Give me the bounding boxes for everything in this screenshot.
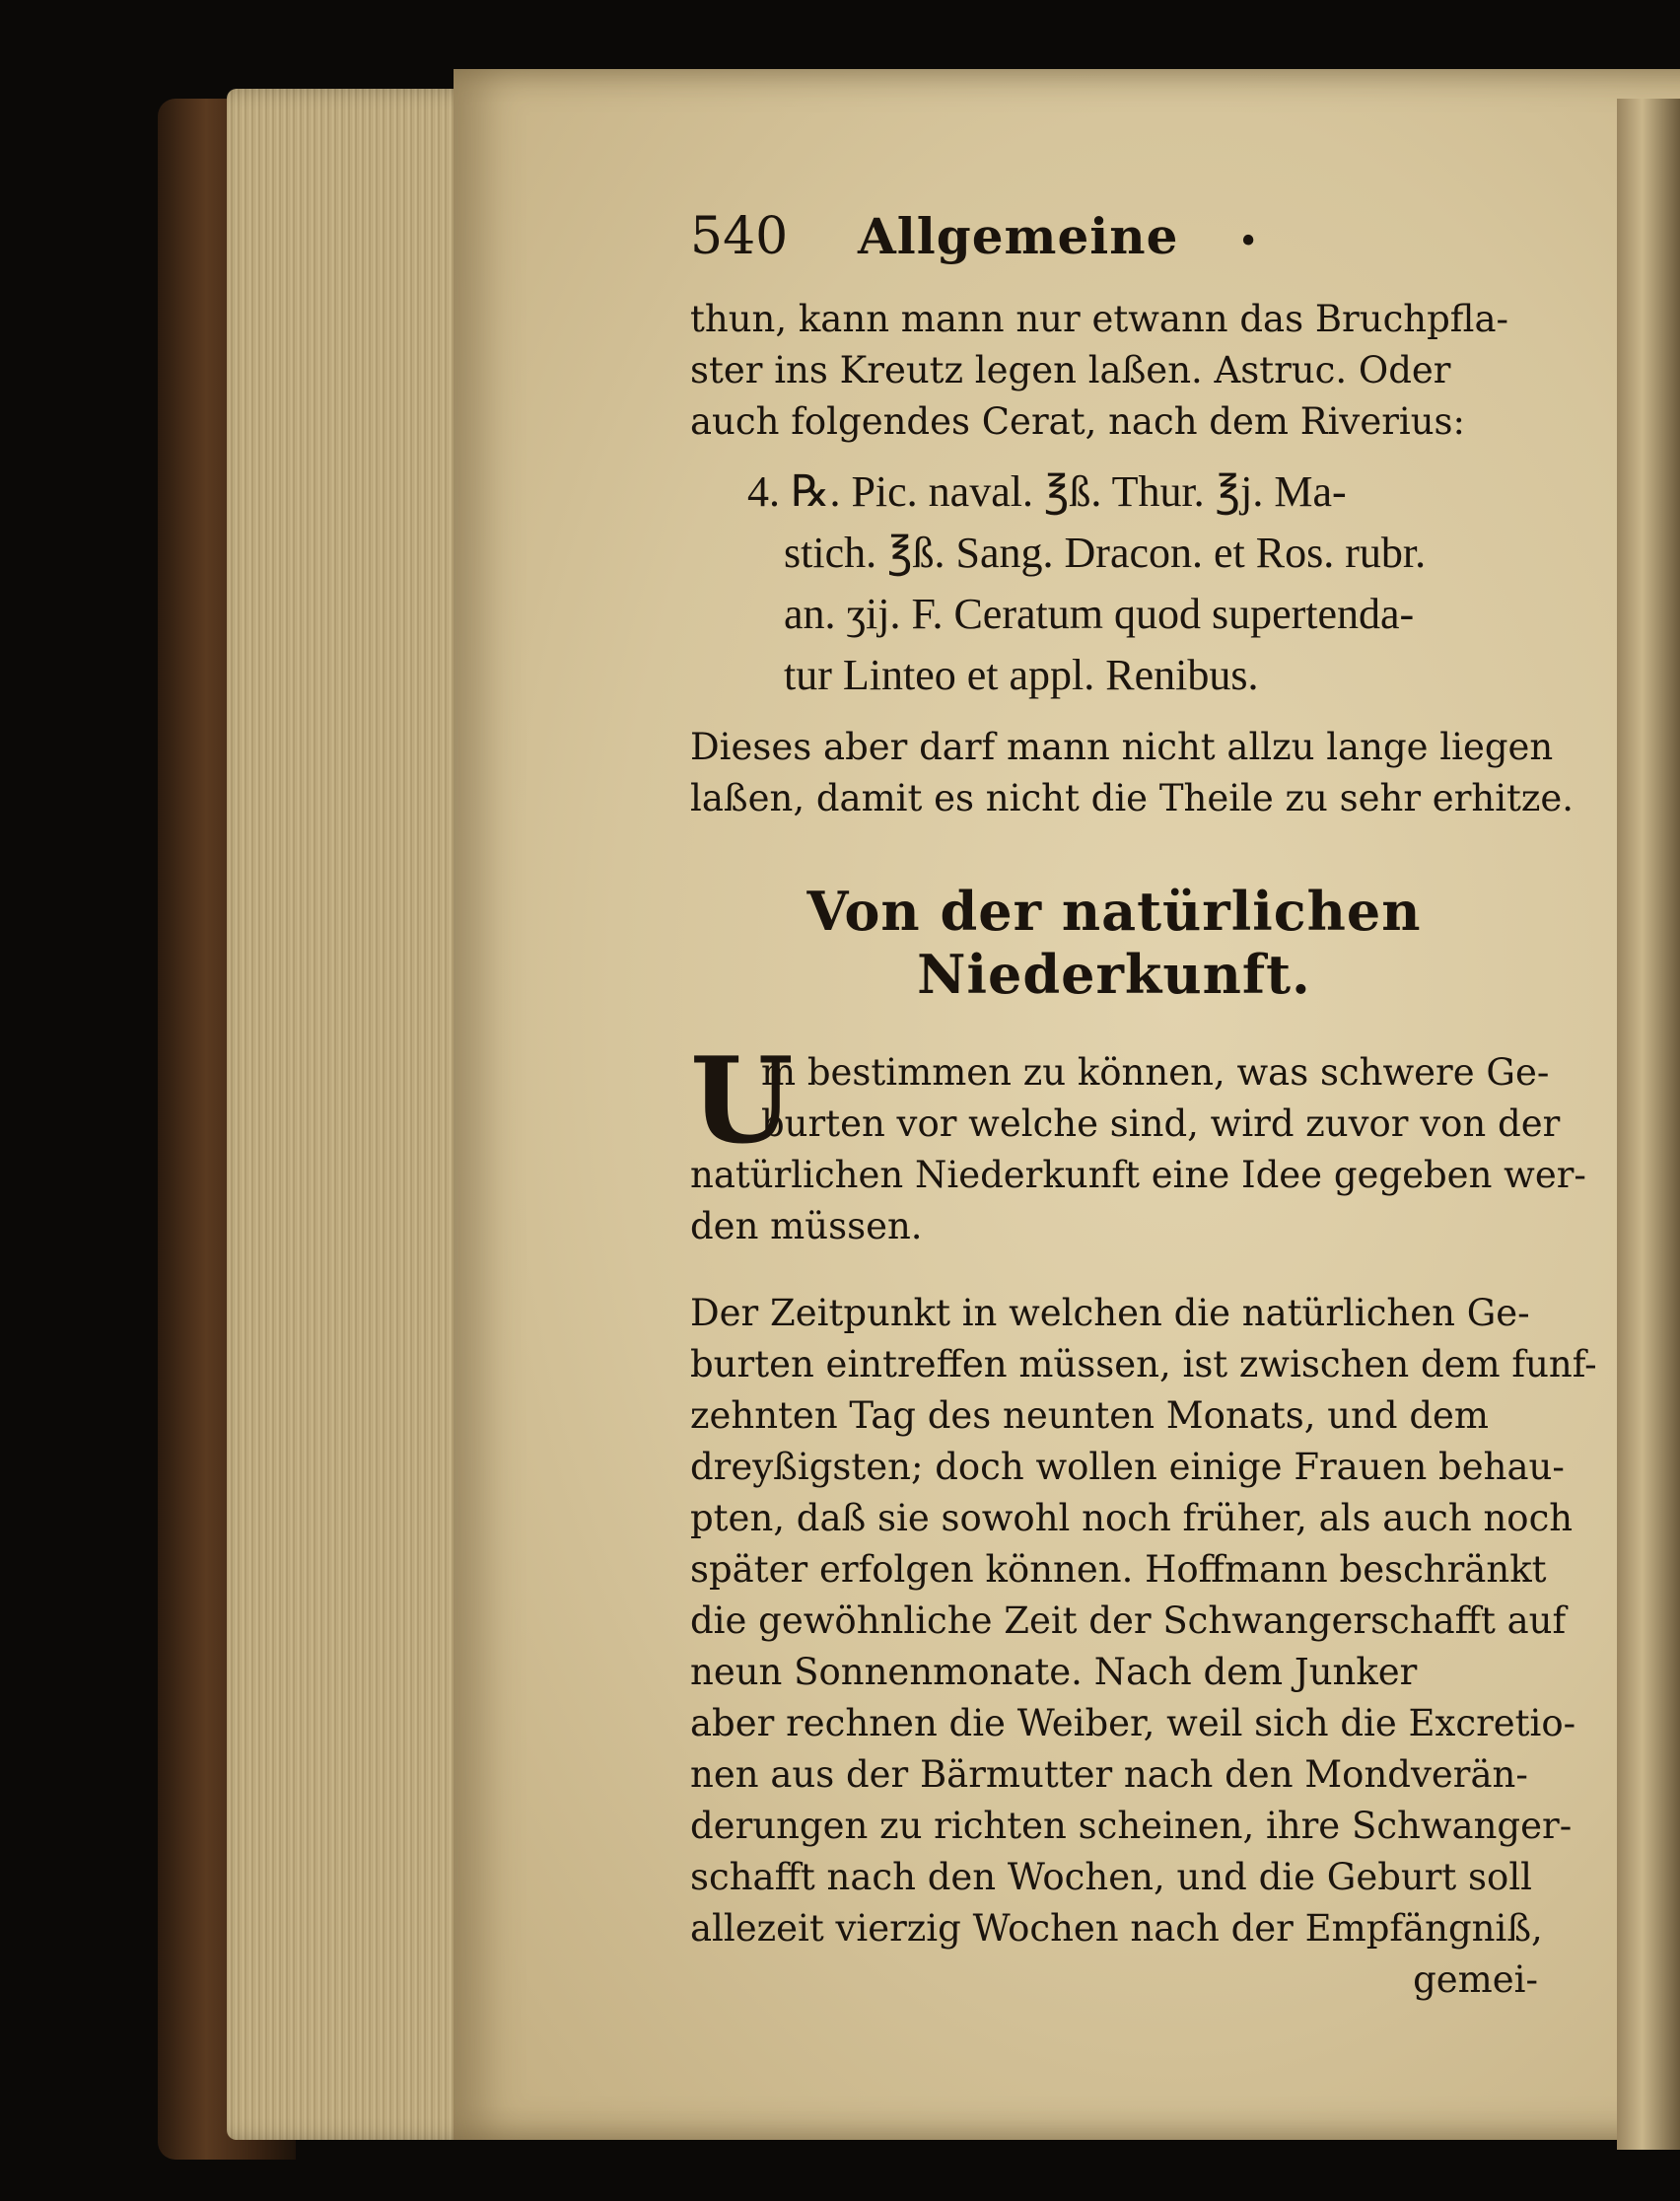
drop-cap: U [690,1031,794,1171]
text-line: zehnten Tag des neunten Monats, und dem [690,1394,1489,1437]
text-line: burten eintreffen müssen, ist zwischen dem funf- [690,1343,1597,1385]
text-line: ster ins Kreutz legen laßen. Astruc. Oder [690,349,1451,391]
text-line: m bestimmen zu können, was schwere Ge- [761,1051,1550,1094]
text-line: nen aus der Bärmutter nach den Mondverän- [690,1753,1528,1796]
text-line: pten, daß sie sowohl noch früher, als auch noch [690,1497,1574,1539]
section-heading: Von der natürlichen Niederkunft. [806,880,1422,1006]
facing-page-edge [1617,99,1680,2150]
text-line: natürlichen Niederkunft eine Idee gegeben wer- [690,1154,1586,1196]
ornament-icon: • [1237,222,1259,262]
text-line: dreyßigsten; doch wollen einige Frauen behau- [690,1446,1565,1488]
catchword-line [690,1954,1538,2006]
paragraph-2 [690,722,1575,824]
catchword: gemei- [1413,1958,1538,2001]
recipe-block [690,462,1538,706]
page-text [690,207,1597,2006]
paragraph-3 [690,1031,1586,1252]
running-head: Allgemeine [858,207,1179,265]
text-line: aber rechnen die Weiber, weil sich die Excretio- [690,1702,1576,1744]
text-line: später erfolgen können. Hoffmann beschränkt [690,1548,1547,1591]
text-line: allezeit vierzig Wochen nach der Empfängniß, [690,1907,1543,1950]
recipe-line: 4. ℞. Pic. naval. ℥ß. Thur. ℥j. Ma- [747,467,1347,516]
text-line: thun, kann mann nur etwann das Bruchpfla- [690,298,1509,340]
text-line: die gewöhnliche Zeit der Schwangerschafft auf [690,1599,1567,1642]
paragraph-4 [690,1288,1597,1954]
recipe-line: an. ʒij. F. Ceratum quod supertenda- [784,590,1415,638]
text-line: auch folgendes Cerat, nach dem Riverius: [690,400,1466,443]
text-line: Der Zeitpunkt in welchen die natürlichen Ge- [690,1292,1530,1334]
text-line: burten vor welche sind, wird zuvor von der [761,1102,1561,1145]
text-line: schafft nach den Wochen, und die Geburt soll [690,1856,1532,1898]
page-number: 540 [690,207,789,266]
text-line: laßen, damit es nicht die Theile zu sehr erhitze. [690,777,1575,819]
text-line: den müssen. [690,1205,923,1247]
recipe-line: stich. ℥ß. Sang. Dracon. et Ros. rubr. [784,529,1427,577]
text-line: Dieses aber darf mann nicht allzu lange liegen [690,726,1554,768]
text-line: derungen zu richten scheinen, ihre Schwanger- [690,1805,1573,1847]
text-line: neun Sonnenmonate. Nach dem Junker [690,1651,1418,1693]
page-header [690,207,1538,276]
recipe-line: tur Linteo et appl. Renibus. [784,651,1259,699]
paragraph-1 [690,294,1538,448]
